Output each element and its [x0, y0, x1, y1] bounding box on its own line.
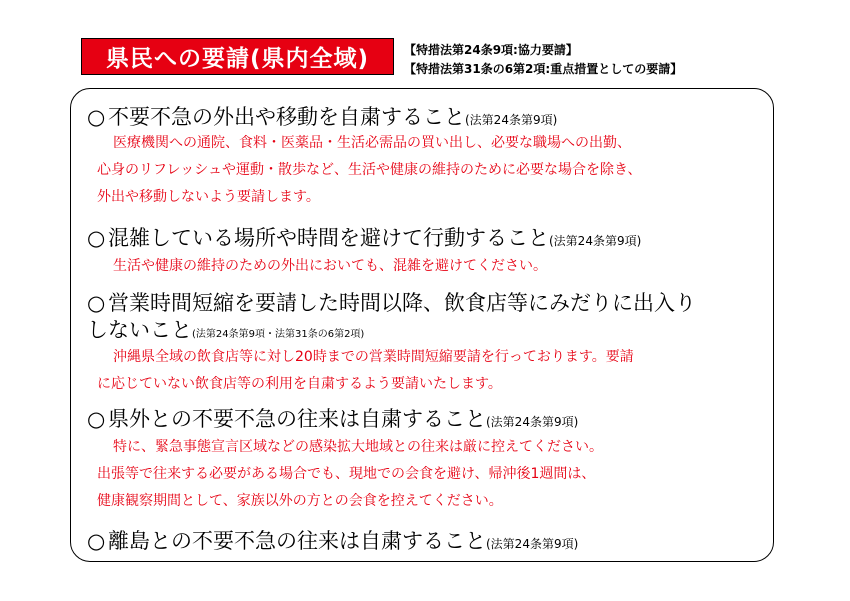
legal-ref: (法第24条第9項) — [549, 234, 642, 248]
legal-ref: (法第24条第9項) — [465, 113, 558, 127]
legal-basis — [404, 41, 682, 79]
bullet-circle-icon: ○ — [87, 226, 106, 250]
request-heading-restaurants — [87, 290, 696, 316]
legal-ref: (法第24条第9項) — [486, 415, 579, 429]
request-heading-prefecture-travel — [87, 406, 578, 435]
bullet-circle-icon: ○ — [87, 105, 106, 129]
legal-ref: (法第24条第9項) — [486, 537, 579, 551]
request-heading-crowding — [87, 225, 641, 254]
request-detail-line: 健康観察期間として、家族以外の方との会食を控えてください。 — [97, 493, 503, 509]
legal-ref: (法第24条第9項・法第31条の6第2項) — [192, 329, 365, 340]
request-heading-outing — [87, 104, 557, 133]
bullet-circle-icon: ○ — [87, 291, 106, 315]
heading-text: 混雑している場所や時間を避けて行動すること — [108, 226, 549, 250]
page-title: 県民への要請(県内全域) — [81, 38, 394, 75]
heading-text: 営業時間短縮を要請した時間以降、飲食店等にみだりに出入り — [108, 291, 696, 315]
heading-text: 離島との不要不急の往来は自粛すること — [108, 529, 486, 553]
request-detail-line: 外出や移動しないよう要請します。 — [97, 189, 320, 205]
heading-text: 県外との不要不急の往来は自粛すること — [108, 407, 486, 431]
request-detail-line: 特に、緊急事態宣言区域などの感染拡大地域との往来は厳に控えてください。 — [113, 439, 603, 455]
request-detail-line: 沖縄県全域の飲食店等に対し20時までの営業時間短縮要請を行っております。要請 — [113, 349, 634, 365]
heading-text: しないこと — [87, 318, 192, 342]
bullet-circle-icon: ○ — [87, 529, 106, 553]
request-heading-restaurants-cont — [87, 317, 364, 348]
heading-text: 不要不急の外出や移動を自粛すること — [108, 105, 465, 129]
legal-basis-line: 【特措法第31条の6第2項:重点措置としての要請】 — [404, 62, 683, 76]
request-detail-line: 心身のリフレッシュや運動・散歩など、生活や健康の維持のために必要な場合を除き、 — [97, 162, 642, 178]
request-detail-line: 生活や健康の維持のための外出においても、混雑を避けてください。 — [113, 258, 547, 274]
legal-basis-line: 【特措法第24条9項:協力要請】 — [404, 43, 578, 57]
bullet-circle-icon: ○ — [87, 407, 106, 431]
request-detail-line: に応じていない飲食店等の利用を自粛するよう要請いたします。 — [97, 376, 502, 392]
request-detail-line: 医療機関への通院、食料・医薬品・生活必需品の買い出し、必要な職場への出勤、 — [113, 135, 631, 151]
request-detail-line: 出張等で往来する必要がある場合でも、現地での会食を避け、帰沖後1週間は、 — [97, 466, 596, 482]
request-heading-island-travel — [87, 528, 578, 557]
